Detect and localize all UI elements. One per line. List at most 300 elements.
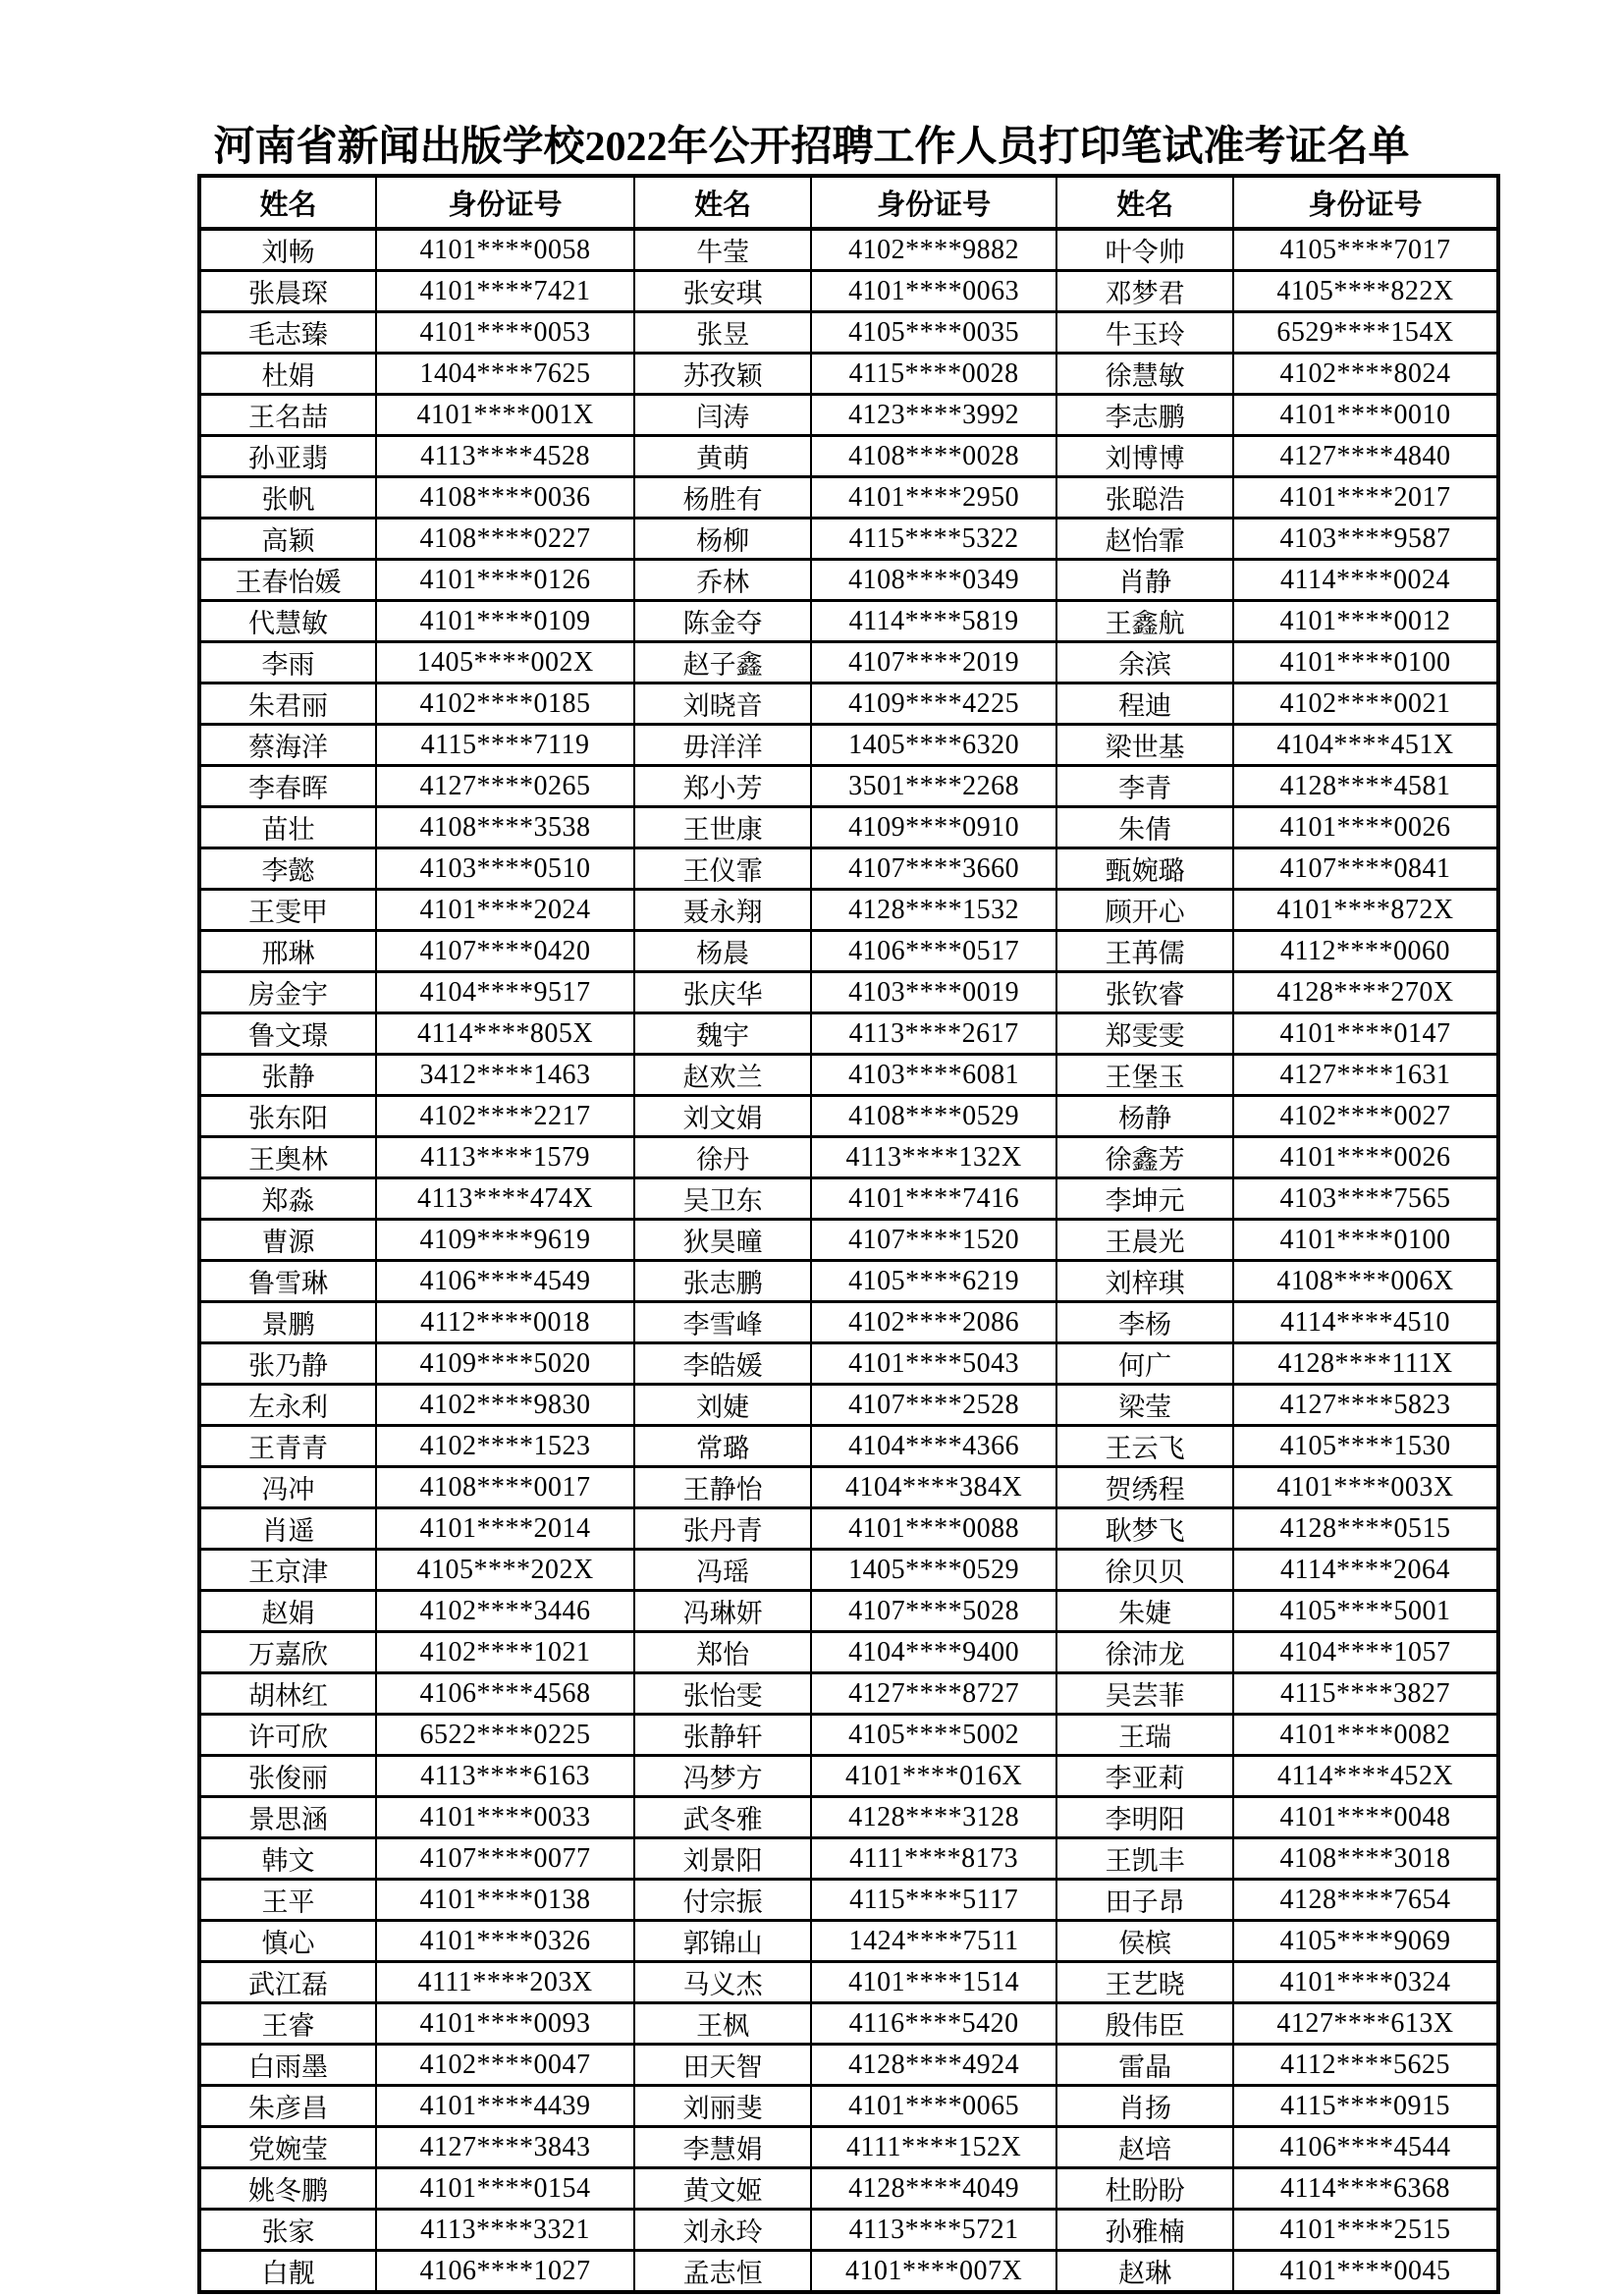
table-row bbox=[199, 271, 1498, 312]
candidate-name-cell: 郑淼 bbox=[199, 1178, 376, 1220]
candidate-name-cell: 殷伟臣 bbox=[1056, 2003, 1233, 2045]
candidate-id-cell: 4101****0082 bbox=[1233, 1715, 1498, 1756]
table-row bbox=[199, 1880, 1498, 1921]
candidate-name-cell: 邓梦君 bbox=[1056, 271, 1233, 312]
candidate-id-cell: 4101****0065 bbox=[811, 2086, 1056, 2127]
candidate-name-cell: 王奥林 bbox=[199, 1137, 376, 1178]
candidate-id-cell: 4127****0265 bbox=[376, 766, 634, 807]
candidate-id-cell: 4114****805X bbox=[376, 1013, 634, 1055]
candidate-id-cell: 4101****016X bbox=[811, 1756, 1056, 1797]
candidate-name-cell: 李明阳 bbox=[1056, 1797, 1233, 1838]
candidate-name-cell: 程迪 bbox=[1056, 683, 1233, 725]
candidate-name-cell: 景鹏 bbox=[199, 1302, 376, 1343]
candidate-name-cell: 王青青 bbox=[199, 1426, 376, 1467]
candidate-name-cell: 王雯甲 bbox=[199, 890, 376, 931]
table-row bbox=[199, 1426, 1498, 1467]
candidate-id-cell: 4114****6368 bbox=[1233, 2168, 1498, 2210]
candidate-name-cell: 张晨琛 bbox=[199, 271, 376, 312]
candidate-id-cell: 4111****203X bbox=[376, 1962, 634, 2003]
candidate-name-cell: 王春怡媛 bbox=[199, 560, 376, 601]
candidate-name-cell: 邢琳 bbox=[199, 931, 376, 972]
candidate-id-cell: 4102****3446 bbox=[376, 1591, 634, 1632]
candidate-id-cell: 4106****4568 bbox=[376, 1673, 634, 1715]
candidate-id-cell: 4101****0033 bbox=[376, 1797, 634, 1838]
candidate-name-cell: 姚冬鹏 bbox=[199, 2168, 376, 2210]
name-column-header: 姓名 bbox=[1056, 176, 1233, 229]
candidate-id-cell: 4101****0026 bbox=[1233, 1137, 1498, 1178]
candidate-id-cell: 3501****2268 bbox=[811, 766, 1056, 807]
candidate-id-cell: 4101****0138 bbox=[376, 1880, 634, 1921]
table-row bbox=[199, 2168, 1498, 2210]
candidate-name-cell: 杨静 bbox=[1056, 1096, 1233, 1137]
candidate-id-cell: 4107****0841 bbox=[1233, 848, 1498, 890]
candidate-id-cell: 4104****384X bbox=[811, 1467, 1056, 1508]
candidate-id-cell: 4101****0100 bbox=[1233, 642, 1498, 683]
candidate-name-cell: 郑怡 bbox=[634, 1632, 811, 1673]
candidate-name-cell: 曹源 bbox=[199, 1220, 376, 1261]
table-row bbox=[199, 312, 1498, 354]
candidate-id-cell: 4101****2024 bbox=[376, 890, 634, 931]
table-row bbox=[199, 848, 1498, 890]
candidate-id-cell: 4101****0045 bbox=[1233, 2251, 1498, 2293]
candidate-id-cell: 1405****6320 bbox=[811, 725, 1056, 766]
candidate-id-cell: 4105****9069 bbox=[1233, 1921, 1498, 1962]
table-row bbox=[199, 1096, 1498, 1137]
candidate-name-cell: 郭锦山 bbox=[634, 1921, 811, 1962]
candidate-name-cell: 张庆华 bbox=[634, 972, 811, 1013]
candidate-name-cell: 杜盼盼 bbox=[1056, 2168, 1233, 2210]
candidate-id-cell: 4115****0028 bbox=[811, 354, 1056, 395]
candidate-id-cell: 4113****132X bbox=[811, 1137, 1056, 1178]
candidate-id-cell: 4105****1530 bbox=[1233, 1426, 1498, 1467]
candidate-name-cell: 李雪峰 bbox=[634, 1302, 811, 1343]
table-row bbox=[199, 1838, 1498, 1880]
candidate-id-cell: 4102****9830 bbox=[376, 1385, 634, 1426]
table-row bbox=[199, 395, 1498, 436]
table-row bbox=[199, 354, 1498, 395]
table-row bbox=[199, 601, 1498, 642]
candidate-name-cell: 赵欢兰 bbox=[634, 1055, 811, 1096]
candidate-id-cell: 4108****0017 bbox=[376, 1467, 634, 1508]
candidate-id-cell: 4106****4544 bbox=[1233, 2127, 1498, 2168]
candidate-id-cell: 4128****0515 bbox=[1233, 1508, 1498, 1550]
candidate-id-cell: 4107****1520 bbox=[811, 1220, 1056, 1261]
candidate-name-cell: 陈金夺 bbox=[634, 601, 811, 642]
candidate-id-cell: 4101****5043 bbox=[811, 1343, 1056, 1385]
candidate-id-cell: 4101****0154 bbox=[376, 2168, 634, 2210]
candidate-name-cell: 刘晓音 bbox=[634, 683, 811, 725]
candidate-id-cell: 4108****0529 bbox=[811, 1096, 1056, 1137]
candidate-name-cell: 张丹青 bbox=[634, 1508, 811, 1550]
candidate-id-cell: 4101****0012 bbox=[1233, 601, 1498, 642]
candidate-id-cell: 4102****9882 bbox=[811, 229, 1056, 271]
candidate-id-cell: 4111****152X bbox=[811, 2127, 1056, 2168]
candidate-id-cell: 4113****5721 bbox=[811, 2210, 1056, 2251]
candidate-name-cell: 朱君丽 bbox=[199, 683, 376, 725]
candidate-name-cell: 王苒儒 bbox=[1056, 931, 1233, 972]
candidate-id-cell: 4127****5823 bbox=[1233, 1385, 1498, 1426]
candidate-id-cell: 1405****002X bbox=[376, 642, 634, 683]
candidate-id-cell: 4107****2019 bbox=[811, 642, 1056, 683]
candidate-id-cell: 4128****111X bbox=[1233, 1343, 1498, 1385]
candidate-id-cell: 4115****0915 bbox=[1233, 2086, 1498, 2127]
candidate-id-cell: 4116****5420 bbox=[811, 2003, 1056, 2045]
table-row bbox=[199, 1302, 1498, 1343]
candidate-id-cell: 4103****0019 bbox=[811, 972, 1056, 1013]
candidate-id-cell: 4105****822X bbox=[1233, 271, 1498, 312]
candidate-id-cell: 4103****6081 bbox=[811, 1055, 1056, 1096]
id-column-header: 身份证号 bbox=[811, 176, 1056, 229]
candidate-name-cell: 马义杰 bbox=[634, 1962, 811, 2003]
candidate-name-cell: 杨胜有 bbox=[634, 477, 811, 519]
candidate-id-cell: 4102****8024 bbox=[1233, 354, 1498, 395]
table-row bbox=[199, 1178, 1498, 1220]
table-row bbox=[199, 477, 1498, 519]
candidate-id-cell: 6522****0225 bbox=[376, 1715, 634, 1756]
candidate-name-cell: 杨晨 bbox=[634, 931, 811, 972]
table-row bbox=[199, 1385, 1498, 1426]
table-row bbox=[199, 972, 1498, 1013]
candidate-id-cell: 4102****0027 bbox=[1233, 1096, 1498, 1137]
candidate-name-cell: 张帆 bbox=[199, 477, 376, 519]
candidate-id-cell: 4108****006X bbox=[1233, 1261, 1498, 1302]
candidate-id-cell: 4107****0420 bbox=[376, 931, 634, 972]
candidate-name-cell: 杜娟 bbox=[199, 354, 376, 395]
candidate-name-cell: 苗壮 bbox=[199, 807, 376, 848]
candidate-name-cell: 鲁文璟 bbox=[199, 1013, 376, 1055]
candidate-id-cell: 4115****5322 bbox=[811, 519, 1056, 560]
candidate-id-cell: 1405****0529 bbox=[811, 1550, 1056, 1591]
candidate-id-cell: 4101****2950 bbox=[811, 477, 1056, 519]
table-row bbox=[199, 683, 1498, 725]
candidate-name-cell: 刘博博 bbox=[1056, 436, 1233, 477]
candidate-id-cell: 4112****0060 bbox=[1233, 931, 1498, 972]
candidate-name-cell: 朱婕 bbox=[1056, 1591, 1233, 1632]
table-row bbox=[199, 890, 1498, 931]
candidate-id-cell: 4114****0024 bbox=[1233, 560, 1498, 601]
candidate-name-cell: 肖遥 bbox=[199, 1508, 376, 1550]
candidate-id-cell: 4128****270X bbox=[1233, 972, 1498, 1013]
candidate-name-cell: 蔡海洋 bbox=[199, 725, 376, 766]
candidate-id-cell: 4102****1021 bbox=[376, 1632, 634, 1673]
candidate-id-cell: 4101****872X bbox=[1233, 890, 1498, 931]
candidate-id-cell: 1424****7511 bbox=[811, 1921, 1056, 1962]
candidate-id-cell: 4101****0010 bbox=[1233, 395, 1498, 436]
candidate-id-cell: 4104****9517 bbox=[376, 972, 634, 1013]
candidate-id-cell: 4107****0077 bbox=[376, 1838, 634, 1880]
candidate-id-cell: 4105****202X bbox=[376, 1550, 634, 1591]
candidate-id-cell: 4109****9619 bbox=[376, 1220, 634, 1261]
candidate-id-cell: 4105****5002 bbox=[811, 1715, 1056, 1756]
id-column-header: 身份证号 bbox=[1233, 176, 1498, 229]
candidate-name-cell: 叶令帅 bbox=[1056, 229, 1233, 271]
candidate-name-cell: 刘婕 bbox=[634, 1385, 811, 1426]
candidate-name-cell: 贺绣程 bbox=[1056, 1467, 1233, 1508]
candidate-id-cell: 4128****3128 bbox=[811, 1797, 1056, 1838]
table-row bbox=[199, 1055, 1498, 1096]
candidate-id-cell: 4113****474X bbox=[376, 1178, 634, 1220]
candidate-name-cell: 王睿 bbox=[199, 2003, 376, 2045]
candidate-id-cell: 4102****0047 bbox=[376, 2045, 634, 2086]
candidate-id-cell: 4106****1027 bbox=[376, 2251, 634, 2293]
candidate-name-cell: 房金宇 bbox=[199, 972, 376, 1013]
table-row bbox=[199, 807, 1498, 848]
candidate-id-cell: 4101****7416 bbox=[811, 1178, 1056, 1220]
candidate-name-cell: 冯瑶 bbox=[634, 1550, 811, 1591]
candidate-name-cell: 何广 bbox=[1056, 1343, 1233, 1385]
candidate-name-cell: 孟志恒 bbox=[634, 2251, 811, 2293]
candidate-id-cell: 4113****3321 bbox=[376, 2210, 634, 2251]
candidate-id-cell: 4104****451X bbox=[1233, 725, 1498, 766]
candidate-name-cell: 张静 bbox=[199, 1055, 376, 1096]
candidate-name-cell: 徐丹 bbox=[634, 1137, 811, 1178]
candidate-id-cell: 4101****0100 bbox=[1233, 1220, 1498, 1261]
candidate-name-cell: 张家 bbox=[199, 2210, 376, 2251]
candidate-name-cell: 赵琳 bbox=[1056, 2251, 1233, 2293]
candidate-id-cell: 1404****7625 bbox=[376, 354, 634, 395]
candidate-id-cell: 4101****1514 bbox=[811, 1962, 1056, 2003]
candidate-id-cell: 4127****8727 bbox=[811, 1673, 1056, 1715]
candidate-name-cell: 雷晶 bbox=[1056, 2045, 1233, 2086]
candidate-name-cell: 田天智 bbox=[634, 2045, 811, 2086]
candidate-name-cell: 李杨 bbox=[1056, 1302, 1233, 1343]
candidate-name-cell: 付宗振 bbox=[634, 1880, 811, 1921]
candidate-id-cell: 4101****4439 bbox=[376, 2086, 634, 2127]
candidate-id-cell: 4115****5117 bbox=[811, 1880, 1056, 1921]
candidate-name-cell: 张安琪 bbox=[634, 271, 811, 312]
candidate-id-cell: 4101****2515 bbox=[1233, 2210, 1498, 2251]
candidate-id-cell: 4101****0324 bbox=[1233, 1962, 1498, 2003]
candidate-name-cell: 王鑫航 bbox=[1056, 601, 1233, 642]
candidate-id-cell: 4123****3992 bbox=[811, 395, 1056, 436]
candidate-name-cell: 余滨 bbox=[1056, 642, 1233, 683]
candidate-name-cell: 武冬雅 bbox=[634, 1797, 811, 1838]
candidate-name-cell: 张钦睿 bbox=[1056, 972, 1233, 1013]
table-row bbox=[199, 229, 1498, 271]
candidate-id-cell: 4108****0349 bbox=[811, 560, 1056, 601]
candidate-id-cell: 4104****9400 bbox=[811, 1632, 1056, 1673]
candidate-id-cell: 4103****0510 bbox=[376, 848, 634, 890]
candidate-id-cell: 4114****452X bbox=[1233, 1756, 1498, 1797]
table-row bbox=[199, 2003, 1498, 2045]
candidate-name-cell: 冯梦方 bbox=[634, 1756, 811, 1797]
candidate-id-cell: 4101****0048 bbox=[1233, 1797, 1498, 1838]
candidate-id-cell: 4108****0036 bbox=[376, 477, 634, 519]
candidate-name-cell: 牛玉玲 bbox=[1056, 312, 1233, 354]
candidate-name-cell: 徐贝贝 bbox=[1056, 1550, 1233, 1591]
candidate-name-cell: 黄文姬 bbox=[634, 2168, 811, 2210]
table-row bbox=[199, 1962, 1498, 2003]
candidate-id-cell: 4105****0035 bbox=[811, 312, 1056, 354]
candidate-name-cell: 王世康 bbox=[634, 807, 811, 848]
candidate-id-cell: 4101****2017 bbox=[1233, 477, 1498, 519]
candidate-name-cell: 李皓媛 bbox=[634, 1343, 811, 1385]
name-column-header: 姓名 bbox=[634, 176, 811, 229]
id-column-header: 身份证号 bbox=[376, 176, 634, 229]
table-row bbox=[199, 1220, 1498, 1261]
table-row bbox=[199, 1508, 1498, 1550]
candidate-name-cell: 张俊丽 bbox=[199, 1756, 376, 1797]
candidate-name-cell: 肖静 bbox=[1056, 560, 1233, 601]
candidate-id-cell: 4102****1523 bbox=[376, 1426, 634, 1467]
candidate-name-cell: 耿梦飞 bbox=[1056, 1508, 1233, 1550]
candidate-name-cell: 吴卫东 bbox=[634, 1178, 811, 1220]
candidate-id-cell: 4102****2217 bbox=[376, 1096, 634, 1137]
candidate-id-cell: 4103****9587 bbox=[1233, 519, 1498, 560]
candidate-id-cell: 4101****7421 bbox=[376, 271, 634, 312]
candidate-name-cell: 苏孜颖 bbox=[634, 354, 811, 395]
candidate-name-cell: 郑雯雯 bbox=[1056, 1013, 1233, 1055]
candidate-name-cell: 刘丽斐 bbox=[634, 2086, 811, 2127]
candidate-name-cell: 常璐 bbox=[634, 1426, 811, 1467]
table-row bbox=[199, 931, 1498, 972]
candidate-name-cell: 张东阳 bbox=[199, 1096, 376, 1137]
candidate-id-cell: 6529****154X bbox=[1233, 312, 1498, 354]
table-row bbox=[199, 519, 1498, 560]
candidate-name-cell: 梁莹 bbox=[1056, 1385, 1233, 1426]
candidate-name-cell: 徐沛龙 bbox=[1056, 1632, 1233, 1673]
candidate-name-cell: 李慧娟 bbox=[634, 2127, 811, 2168]
candidate-name-cell: 杨柳 bbox=[634, 519, 811, 560]
table-row bbox=[199, 1921, 1498, 1962]
candidate-name-cell: 刘永玲 bbox=[634, 2210, 811, 2251]
candidate-id-cell: 4114****4510 bbox=[1233, 1302, 1498, 1343]
candidate-id-cell: 4102****0021 bbox=[1233, 683, 1498, 725]
candidate-name-cell: 牛莹 bbox=[634, 229, 811, 271]
table-row bbox=[199, 436, 1498, 477]
candidate-id-cell: 4115****3827 bbox=[1233, 1673, 1498, 1715]
candidate-name-cell: 黄萌 bbox=[634, 436, 811, 477]
candidate-name-cell: 景思涵 bbox=[199, 1797, 376, 1838]
candidate-name-cell: 孙亚翡 bbox=[199, 436, 376, 477]
candidate-id-cell: 4104****4366 bbox=[811, 1426, 1056, 1467]
table-row bbox=[199, 2127, 1498, 2168]
candidate-id-cell: 4127****4840 bbox=[1233, 436, 1498, 477]
candidate-id-cell: 4109****5020 bbox=[376, 1343, 634, 1385]
candidate-id-cell: 4101****0093 bbox=[376, 2003, 634, 2045]
table-row bbox=[199, 1632, 1498, 1673]
candidate-id-cell: 4107****3660 bbox=[811, 848, 1056, 890]
table-row bbox=[199, 1673, 1498, 1715]
candidate-id-cell: 4109****4225 bbox=[811, 683, 1056, 725]
candidate-name-cell: 张昱 bbox=[634, 312, 811, 354]
candidate-name-cell: 李春晖 bbox=[199, 766, 376, 807]
candidate-id-cell: 4101****0126 bbox=[376, 560, 634, 601]
candidate-id-cell: 4115****7119 bbox=[376, 725, 634, 766]
candidate-name-cell: 张静轩 bbox=[634, 1715, 811, 1756]
candidate-id-cell: 4111****8173 bbox=[811, 1838, 1056, 1880]
candidate-name-cell: 白雨墨 bbox=[199, 2045, 376, 2086]
candidate-name-cell: 闫涛 bbox=[634, 395, 811, 436]
candidate-id-cell: 4103****7565 bbox=[1233, 1178, 1498, 1220]
table-row bbox=[199, 642, 1498, 683]
candidate-name-cell: 李志鹏 bbox=[1056, 395, 1233, 436]
candidate-id-cell: 4128****7654 bbox=[1233, 1880, 1498, 1921]
candidate-name-cell: 武江磊 bbox=[199, 1962, 376, 2003]
candidate-name-cell: 聂永翔 bbox=[634, 890, 811, 931]
candidate-name-cell: 乔林 bbox=[634, 560, 811, 601]
candidate-name-cell: 狄昊曈 bbox=[634, 1220, 811, 1261]
candidate-name-cell: 左永利 bbox=[199, 1385, 376, 1426]
candidate-id-cell: 4128****4581 bbox=[1233, 766, 1498, 807]
candidate-name-cell: 王瑞 bbox=[1056, 1715, 1233, 1756]
candidate-id-cell: 4112****0018 bbox=[376, 1302, 634, 1343]
table-row bbox=[199, 1261, 1498, 1302]
candidate-name-cell: 赵怡霏 bbox=[1056, 519, 1233, 560]
table-row bbox=[199, 1756, 1498, 1797]
candidate-id-cell: 4105****7017 bbox=[1233, 229, 1498, 271]
candidate-name-cell: 王枫 bbox=[634, 2003, 811, 2045]
table-row bbox=[199, 1343, 1498, 1385]
candidate-name-cell: 徐慧敏 bbox=[1056, 354, 1233, 395]
table-header-row bbox=[199, 176, 1498, 229]
candidate-name-cell: 王堡玉 bbox=[1056, 1055, 1233, 1096]
candidate-name-cell: 顾开心 bbox=[1056, 890, 1233, 931]
candidate-id-cell: 3412****1463 bbox=[376, 1055, 634, 1096]
table-row bbox=[199, 766, 1498, 807]
candidate-name-cell: 李雨 bbox=[199, 642, 376, 683]
candidate-id-cell: 4109****0910 bbox=[811, 807, 1056, 848]
candidate-id-cell: 4105****5001 bbox=[1233, 1591, 1498, 1632]
table-row bbox=[199, 1715, 1498, 1756]
candidate-id-cell: 4128****1532 bbox=[811, 890, 1056, 931]
candidate-name-cell: 鲁雪琳 bbox=[199, 1261, 376, 1302]
candidate-id-cell: 4101****0088 bbox=[811, 1508, 1056, 1550]
table-row bbox=[199, 2086, 1498, 2127]
candidate-id-cell: 4113****1579 bbox=[376, 1137, 634, 1178]
candidate-name-cell: 吴芸菲 bbox=[1056, 1673, 1233, 1715]
candidate-name-cell: 毋洋洋 bbox=[634, 725, 811, 766]
table-row bbox=[199, 1550, 1498, 1591]
candidate-id-cell: 4128****4049 bbox=[811, 2168, 1056, 2210]
name-column-header: 姓名 bbox=[199, 176, 376, 229]
candidate-id-cell: 4101****2014 bbox=[376, 1508, 634, 1550]
candidate-name-cell: 李亚莉 bbox=[1056, 1756, 1233, 1797]
candidate-name-cell: 胡林红 bbox=[199, 1673, 376, 1715]
candidate-name-cell: 李懿 bbox=[199, 848, 376, 890]
candidate-id-cell: 4108****0227 bbox=[376, 519, 634, 560]
page-title: 河南省新闻出版学校2022年公开招聘工作人员打印笔试准考证名单 bbox=[213, 125, 1410, 170]
candidate-name-cell: 徐鑫芳 bbox=[1056, 1137, 1233, 1178]
candidate-id-cell: 4127****3843 bbox=[376, 2127, 634, 2168]
table-row bbox=[199, 2251, 1498, 2293]
candidate-name-cell: 李青 bbox=[1056, 766, 1233, 807]
table-row bbox=[199, 1137, 1498, 1178]
candidate-name-cell: 朱倩 bbox=[1056, 807, 1233, 848]
candidate-name-cell: 刘文娟 bbox=[634, 1096, 811, 1137]
candidate-name-cell: 魏宇 bbox=[634, 1013, 811, 1055]
candidate-name-cell: 王静怡 bbox=[634, 1467, 811, 1508]
candidate-id-cell: 4107****2528 bbox=[811, 1385, 1056, 1426]
candidate-name-cell: 王仪霏 bbox=[634, 848, 811, 890]
candidate-id-cell: 4128****4924 bbox=[811, 2045, 1056, 2086]
candidate-id-cell: 4101****0053 bbox=[376, 312, 634, 354]
candidate-name-cell: 万嘉欣 bbox=[199, 1632, 376, 1673]
table-row bbox=[199, 1797, 1498, 1838]
candidate-id-cell: 4108****0028 bbox=[811, 436, 1056, 477]
candidate-name-cell: 王凯丰 bbox=[1056, 1838, 1233, 1880]
candidate-name-cell: 冯琳妍 bbox=[634, 1591, 811, 1632]
candidate-id-cell: 4112****5625 bbox=[1233, 2045, 1498, 2086]
table-row bbox=[199, 1467, 1498, 1508]
candidate-id-cell: 4101****0109 bbox=[376, 601, 634, 642]
candidate-name-cell: 张聪浩 bbox=[1056, 477, 1233, 519]
candidate-name-cell: 赵娟 bbox=[199, 1591, 376, 1632]
table-row bbox=[199, 560, 1498, 601]
candidate-name-cell: 刘景阳 bbox=[634, 1838, 811, 1880]
candidate-name-cell: 梁世基 bbox=[1056, 725, 1233, 766]
candidate-name-cell: 刘梓琪 bbox=[1056, 1261, 1233, 1302]
